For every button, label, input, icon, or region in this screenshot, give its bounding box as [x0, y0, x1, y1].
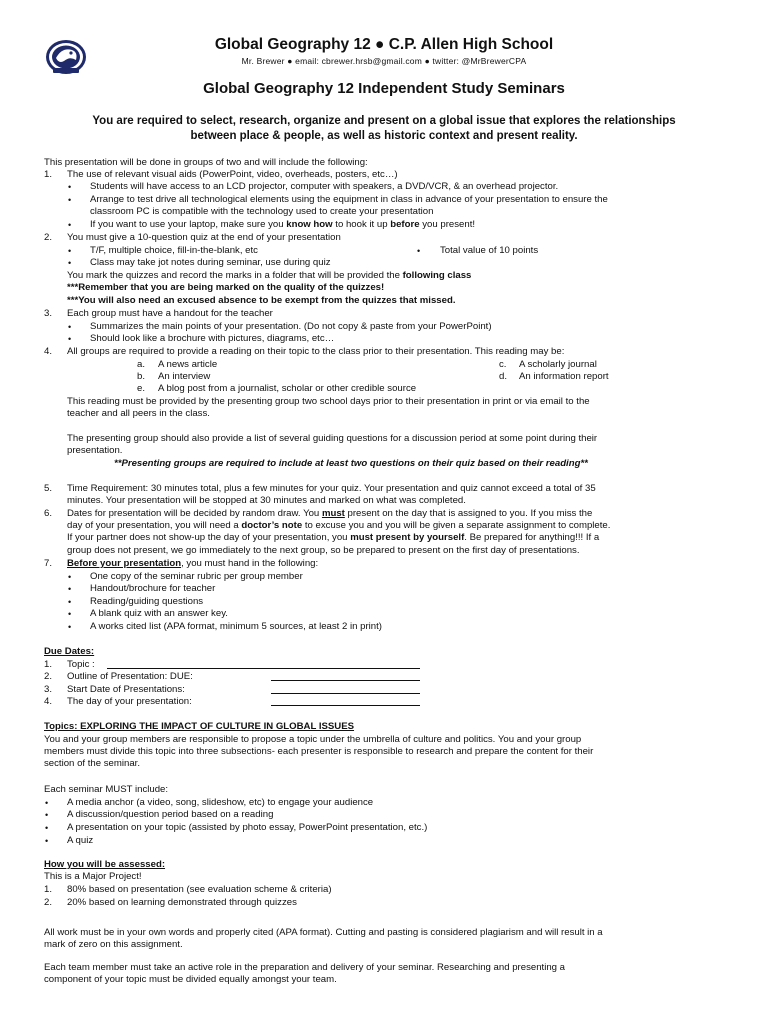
reading-option-c: A scholarly journal	[519, 359, 597, 370]
item-5-line-b: minutes. Your presentation will be stopped at 30 minutes and marked on what was completed.	[67, 495, 466, 506]
item-number: 6.	[44, 508, 53, 519]
due-dates-heading: Due Dates:	[44, 646, 95, 657]
item-2-line-2: ***Remember that you are being marked on the quality of the quizzes!	[67, 282, 385, 293]
reading-option-letter: e.	[137, 383, 146, 394]
plagiarism-para-b: mark of zero on this assignment.	[44, 939, 183, 950]
bullet: •	[68, 246, 72, 256]
item-2-line-3: ***You will also need an excused absence to be exempt from the quizzes that missed.	[67, 295, 456, 306]
due-number: 4.	[44, 696, 53, 707]
item-6-line-d: group does not present, we go immediately to the next group, so be prepared to present on the first day of presentations.	[67, 545, 580, 556]
reading-option-letter: a.	[137, 359, 146, 370]
item-4-note: **Presenting groups are required to include at least two questions on their quiz based on their reading**	[114, 458, 588, 469]
assess-number: 1.	[44, 884, 53, 895]
due-topic-label: Topic :	[67, 659, 95, 670]
item-1-bullet-1: Students will have access to an LCD projector, computer with speakers, a DVD/VCR, & an overhead projector.	[90, 181, 559, 192]
lead-text: This presentation will be done in groups of two and will include the following:	[44, 157, 368, 168]
bullet: •	[45, 810, 49, 820]
assessment-heading: How you will be assessed:	[44, 859, 166, 870]
intro-statement: You are required to select, research, organize and present on a global issue that explores the relationships between place & people, as well as historic context and present reality.	[92, 115, 676, 142]
team-para-a: Each team member must take an active role in the preparation and delivery of your seminar. Researching and presenting a	[44, 962, 566, 973]
topics-para-a: You and your group members are responsible to propose a topic under the umbrella of culture and politics. You and your group	[44, 734, 582, 745]
bullet: •	[68, 182, 72, 192]
item-1-bullet-3: If you want to use your laptop, make sure you know how to hook it up before you present!	[90, 219, 476, 230]
bullet: •	[417, 246, 421, 256]
reading-option-letter: b.	[137, 371, 146, 382]
seminar-must-include: Each seminar MUST include:	[44, 784, 169, 795]
item-7-bullet-2: Handout/brochure for teacher	[90, 583, 216, 594]
item-2-bullet-2: Class may take jot notes during seminar, use during quiz	[90, 257, 331, 268]
item-6-line-a: Dates for presentation will be decided by random draw. You must present on the day that is assigned to you. If you miss the	[67, 508, 593, 519]
item-7-text: Before your presentation, you must hand in the following:	[67, 558, 319, 569]
item-3-bullet-2: Should look like a brochure with pictures, diagrams, etc…	[90, 333, 335, 344]
must-item-1: A media anchor (a video, song, slideshow, etc) to engage your audience	[67, 797, 374, 808]
topics-heading: Topics: EXPLORING THE IMPACT OF CULTURE IN GLOBAL ISSUES	[44, 721, 355, 732]
item-number: 3.	[44, 308, 53, 319]
bullet: •	[68, 258, 72, 268]
must-item-3: A presentation on your topic (assisted by photo essay, PowerPoint presentation, etc.)	[67, 822, 428, 833]
bullet: •	[68, 622, 72, 632]
reading-option-e: A blog post from a journalist, scholar or other credible source	[158, 383, 417, 394]
item-4-para-2a: The presenting group should also provide a list of several guiding questions for a discussion period at some point during their	[67, 433, 598, 444]
reading-option-b: An interview	[158, 371, 211, 382]
bullet: •	[68, 584, 72, 594]
due-day-label: The day of your presentation:	[67, 696, 192, 707]
item-7-bullet-4: A blank quiz with an answer key.	[90, 608, 228, 619]
item-3-text: Each group must have a handout for the teacher	[67, 308, 273, 319]
bullet: •	[68, 334, 72, 344]
bullet: •	[68, 597, 72, 607]
item-1-bullet-2a: Arrange to test drive all technological elements using the equipment in class in advance of your presentation to ensure the	[90, 194, 608, 205]
item-number: 2.	[44, 232, 53, 243]
due-outline-blank[interactable]	[271, 671, 420, 681]
due-day-blank[interactable]	[271, 696, 420, 706]
item-2-bullet-1-right: Total value of 10 points	[440, 245, 539, 256]
topics-para-b: members must divide this topic into three subsections- each presenter is responsible to research and prepare the content for their	[44, 746, 594, 757]
item-3-bullet-1: Summarizes the main points of your presentation. (Do not copy & paste from your PowerPoint)	[90, 321, 492, 332]
reading-option-letter: d.	[499, 371, 508, 382]
due-number: 3.	[44, 684, 53, 695]
item-5-line-a: Time Requirement: 30 minutes total, plus a few minutes for your quiz. Your presentation and quiz cannot exceed a total of 35	[67, 483, 596, 494]
item-6-line-c: If your partner does not show-up the day of your presentation, you must present by yourself. Be prepared for anything!!! If a	[67, 532, 600, 543]
item-1-bullet-2b: classroom PC is compatible with the technology used to create your presentation	[90, 206, 434, 217]
plagiarism-para-a: All work must be in your own words and properly cited (APA format). Cutting and pasting is considered plagiarism and will result in a	[44, 927, 603, 938]
item-7-bullet-3: Reading/guiding questions	[90, 596, 204, 607]
bullet: •	[68, 195, 72, 205]
due-topic-blank[interactable]	[107, 659, 420, 669]
bullet: •	[68, 572, 72, 582]
item-number: 7.	[44, 558, 53, 569]
item-2-bullet-1: T/F, multiple choice, fill-in-the-blank, etc	[90, 245, 258, 256]
must-item-4: A quiz	[67, 835, 94, 846]
bullet: •	[68, 220, 72, 230]
reading-option-letter: c.	[499, 359, 507, 370]
due-number: 2.	[44, 671, 53, 682]
bullet: •	[68, 322, 72, 332]
bullet: •	[45, 798, 49, 808]
bullet: •	[45, 823, 49, 833]
due-start-label: Start Date of Presentations:	[67, 684, 185, 695]
item-6-line-b: day of your presentation, you will need a doctor’s note to excuse you and you will be given a separate assignment to complete.	[67, 520, 611, 531]
item-2-line-1: You mark the quizzes and record the marks in a folder that will be provided the following class	[67, 270, 472, 281]
reading-option-d: An information report	[519, 371, 609, 382]
teacher-contact: Mr. Brewer ● email: cbrewer.hrsb@gmail.com ● twitter: @MrBrewerCPA	[241, 56, 527, 66]
bullet: •	[45, 836, 49, 846]
item-2-text: You must give a 10-question quiz at the end of your presentation	[67, 232, 341, 243]
assess-item-1: 80% based on presentation (see evaluation scheme & criteria)	[67, 884, 332, 895]
document-title: Global Geography 12 ● C.P. Allen High School	[214, 36, 554, 53]
topics-para-c: section of the seminar.	[44, 758, 140, 769]
item-4-para-1b: teacher and all peers in the class.	[67, 408, 210, 419]
major-project-note: This is a Major Project!	[44, 871, 142, 882]
bullet: •	[68, 609, 72, 619]
team-para-b: component of your topic must be divided equally amongst your team.	[44, 974, 337, 985]
item-7-bullet-5: A works cited list (APA format, minimum 5 sources, at least 2 in print)	[90, 621, 382, 632]
item-number: 5.	[44, 483, 53, 494]
item-4-para-2b: presentation.	[67, 445, 123, 456]
assess-number: 2.	[44, 897, 53, 908]
assess-item-2: 20% based on learning demonstrated through quizzes	[67, 897, 297, 908]
item-4-text: All groups are required to provide a reading on their topic to the class prior to their presentation. This reading may be:	[67, 346, 565, 357]
item-4-para-1a: This reading must be provided by the presenting group two school days prior to their presentation in print or via email to the	[67, 396, 590, 407]
item-number: 4.	[44, 346, 53, 357]
due-outline-label: Outline of Presentation: DUE:	[67, 671, 193, 682]
must-item-2: A discussion/question period based on a reading	[67, 809, 274, 820]
document-subtitle: Global Geography 12 Independent Study Seminars	[203, 80, 565, 97]
due-number: 1.	[44, 659, 53, 670]
item-1-text: The use of relevant visual aids (PowerPoint, video, overheads, posters, etc…)	[67, 169, 398, 180]
item-number: 1.	[44, 169, 53, 180]
item-7-bullet-1: One copy of the seminar rubric per group member	[90, 571, 303, 582]
reading-option-a: A news article	[158, 359, 218, 370]
due-start-blank[interactable]	[271, 684, 420, 694]
